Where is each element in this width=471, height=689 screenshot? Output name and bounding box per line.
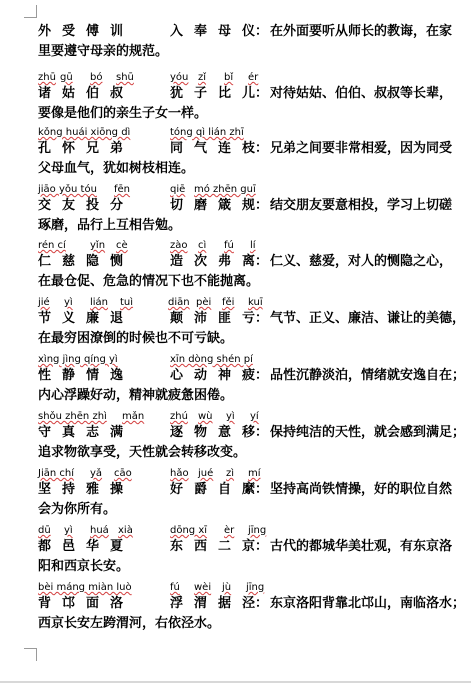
verse-explanation-continued: 琢磨，品行上互相告勉。 [38,218,182,233]
verse-explanation: 古代的都城华美壮观，有东京洛 [270,539,453,554]
pinyin-line [38,71,468,84]
verse-line [38,309,468,329]
verse-char: 磨 [194,198,208,213]
verse-explanation-continued: 阳和西京长安。 [38,559,130,574]
verse-char: 持 [62,482,76,497]
pinyin-line [38,126,468,139]
verse-char: 节 [38,311,52,326]
verse-char: 诸 [38,86,52,101]
verse-block [38,71,468,124]
pinyin-syllable: ér [248,72,259,83]
page-bottom-rule [0,681,471,683]
pinyin-syllable: jù [222,582,232,593]
pinyin-syllable: zhú [170,411,188,422]
verse-explanation: 品性沉静淡泊，情绪就安逸自在； [270,368,466,383]
pinyin-line [38,183,468,196]
margin-crop-mark-top [24,5,37,18]
pinyin-syllable: qiē [170,184,186,195]
verse-char: 孔 [38,141,52,156]
pinyin-syllable: gū [60,72,73,83]
verse-explanation-continued: 在最仓促、危急的情况下也不能抛离。 [38,274,260,289]
pinyin-syllable: fú [224,240,234,251]
verse-char: 都 [38,539,52,554]
pinyin-line [38,353,468,366]
verse-line [38,423,468,443]
verse-char: 真 [62,425,76,440]
verse-char: 好 [170,482,184,497]
verse-char: 离： [242,254,269,269]
verse-char: 雅 [86,482,100,497]
verse-line [38,139,468,159]
verse-char: 疲： [242,368,269,383]
verse-char: 伯 [86,86,100,101]
verse-char: 弗 [218,254,232,269]
verse-char: 训 [110,24,124,39]
verse-char: 性 [38,368,52,383]
verse-char: 恻 [110,254,124,269]
pinyin-syllable: yì [226,411,235,422]
pinyin-syllable: mǎn [122,411,145,422]
verse-char: 廉 [86,311,100,326]
verse-char: 夏 [110,539,124,554]
verse-char: 神 [218,368,232,383]
verse-explanation-continued: 西京长安左跨渭河，右依泾水。 [38,616,221,631]
verse-explanation: 在外面要听从师长的教诲，在家 [270,24,453,39]
verse-char: 切 [170,198,184,213]
pinyin-syllable: jié [38,297,50,308]
verse-line [38,84,468,104]
verse-char: 奉 [194,24,208,39]
verse-char: 母 [218,24,232,39]
pinyin-syllable: fú [170,582,180,593]
verse-char: 渭 [194,596,208,611]
verse-char: 兄 [86,141,100,156]
pinyin-syllable: tuì [120,297,134,308]
verse-block [38,581,468,634]
verse-line [38,537,468,557]
verse-char: 交 [38,198,52,213]
pinyin-syllable: yí [250,411,259,422]
pinyin-syllable: wèi [194,582,212,593]
verse-char: 京： [242,539,269,554]
verse-char: 志 [86,425,100,440]
verse-explanation-continued: 追求物欲享受，天性就会转移改变。 [38,445,247,460]
pinyin-syllable: zì [226,468,235,479]
verse-char: 坚 [38,482,52,497]
verse-char: 逸 [110,368,124,383]
verse-char: 规： [242,198,269,213]
verse-char: 慈 [62,254,76,269]
verse-char: 子 [194,86,208,101]
pinyin-syllable: zhū [38,72,56,83]
verse-explanation-continued: 要像是他们的亲生子女一样。 [38,106,208,121]
pinyin-syllable: rén cí [38,240,66,251]
verse-char: 隐 [86,254,100,269]
pinyin-syllable: tóng qì lián zhī [170,127,244,138]
verse-line [38,252,468,272]
margin-crop-mark-bottom [24,648,37,661]
verse-char: 面 [86,596,100,611]
verse-explanation: 对待姑姑、伯伯、叔叔等长辈， [270,86,453,101]
verse-char: 意 [218,425,232,440]
pinyin-syllable: hǎo [170,468,189,479]
verse-line [38,22,468,42]
verse-explanation-continued: 会为你所有。 [38,502,117,517]
pinyin-syllable: fěi [222,297,235,308]
verse-line [38,480,468,500]
pinyin-syllable: cāo [114,468,132,479]
verse-char: 守 [38,425,52,440]
pinyin-line [38,410,468,423]
verse-char: 縻： [242,482,269,497]
pinyin-syllable: yì [64,525,73,536]
verse-block [38,353,468,406]
verse-line [38,594,468,614]
verse-char: 叔 [110,86,124,101]
verse-char: 动 [194,368,208,383]
verse-explanation: 结交朋友要意相投，学习上切磋 [270,198,453,213]
verse-block [38,524,468,577]
verse-line [38,366,468,386]
verse-char: 移： [242,425,269,440]
verse-char: 外 [38,24,52,39]
verse-char: 同 [170,141,184,156]
pinyin-syllable: shǒu zhēn zhì [38,411,107,422]
verse-char: 义 [62,311,76,326]
verse-block [38,183,468,236]
pinyin-syllable: shū [116,72,134,83]
verse-block [38,296,468,349]
pinyin-syllable: kuī [248,297,263,308]
pinyin-syllable: jīng [246,582,265,593]
verse-char: 犹 [170,86,184,101]
verse-explanation: 东京洛阳背靠北邙山，南临洛水； [270,596,466,611]
verse-char: 爵 [194,482,208,497]
verse-char: 仪： [242,24,269,39]
verse-block [38,410,468,463]
verse-char: 连 [218,141,232,156]
verse-char: 怀 [62,141,76,156]
pinyin-syllable: cè [116,240,128,251]
verse-char: 自 [218,482,232,497]
pinyin-syllable: jiāo yǒu tóu [38,184,97,195]
pinyin-syllable: kǒng huái xiōng dì [38,127,131,138]
verse-char: 傅 [86,24,100,39]
pinyin-line [38,239,468,252]
verse-explanation-continued: 父母血气，犹如树枝相连。 [38,161,195,176]
verse-char: 邑 [62,539,76,554]
verse-char: 退 [110,311,124,326]
verse-explanation: 兄弟之间要非常相爱，因为同受 [270,141,453,156]
verse-char: 泾： [242,596,269,611]
pinyin-syllable: wù [198,411,213,422]
pinyin-syllable: jīng [248,525,267,536]
pinyin-line [38,524,468,537]
verse-char: 箴 [218,198,232,213]
verse-char: 二 [218,539,232,554]
pinyin-syllable: jué [198,468,214,479]
verse-char: 仁 [38,254,52,269]
verse-block [38,126,468,179]
verse-char: 浮 [170,596,184,611]
pinyin-syllable: zǐ [198,72,207,83]
verse-explanation: 气节、正义、廉洁、谦让的美德， [270,311,466,326]
pinyin-syllable: huá [90,525,109,536]
pinyin-syllable: èr [224,525,235,536]
verse-block [38,239,468,292]
verse-char: 枝： [242,141,269,156]
verse-explanation-continued: 内心浮躁好动，精神就疲惫困倦。 [38,388,234,403]
pinyin-syllable: mó zhēn guī [194,184,256,195]
pinyin-line [38,581,468,594]
pinyin-syllable: xìng jìng qíng yì [38,354,118,365]
pinyin-line [38,467,468,480]
verse-char: 友 [62,198,76,213]
verse-explanation-continued: 里要遵守母亲的规范。 [38,44,169,59]
pinyin-syllable: yǎ [90,468,103,479]
pinyin-syllable: xià [118,525,133,536]
verse-char: 情 [86,368,100,383]
verse-explanation: 仁义、慈爱，对人的恻隐之心， [270,254,453,269]
verse-char: 静 [62,368,76,383]
verse-char: 分 [110,198,124,213]
verse-explanation: 坚持高尚铁情操，好的职位自然 [270,482,453,497]
pinyin-syllable: yóu [170,72,189,83]
verse-char: 亏： [242,311,269,326]
verse-char: 逐 [170,425,184,440]
pinyin-line [38,296,468,309]
pinyin-syllable: Jiān chí [38,468,74,479]
verse-char: 西 [194,539,208,554]
verse-explanation-continued: 在最穷困潦倒的时候也不可亏缺。 [38,331,234,346]
verse-char: 匪 [218,311,232,326]
verse-char: 物 [194,425,208,440]
pinyin-syllable: yǐn [90,240,106,251]
verse-char: 满 [110,425,124,440]
verse-char: 入 [170,24,184,39]
pinyin-syllable: xīn dòng shén pí [170,354,253,365]
pinyin-syllable: diān [168,297,190,308]
pinyin-syllable: mí [248,468,261,479]
verse-char: 弟 [110,141,124,156]
pinyin-syllable: lián [90,297,109,308]
verse-char: 背 [38,596,52,611]
pinyin-syllable: yì [64,297,73,308]
pinyin-syllable: dōng xī [170,525,208,536]
verse-char: 姑 [62,86,76,101]
verse-line [38,196,468,216]
verse-block [38,467,468,520]
pinyin-syllable: lí [250,240,256,251]
verse-char: 儿： [242,86,269,101]
verse-char: 邙 [62,596,76,611]
verse-intro [38,22,468,62]
pinyin-syllable: bèi máng miàn luò [38,582,132,593]
pinyin-syllable: zào [170,240,188,251]
pinyin-syllable: cì [198,240,207,251]
verse-char: 操 [110,482,124,497]
verse-char: 受 [62,24,76,39]
verse-char: 东 [170,539,184,554]
verse-char: 次 [194,254,208,269]
verse-char: 据 [218,596,232,611]
verse-char: 心 [170,368,184,383]
pinyin-syllable: bǐ [224,72,234,83]
pinyin-syllable: bó [90,72,103,83]
verse-char: 比 [218,86,232,101]
verse-char: 气 [194,141,208,156]
verse-explanation: 保持纯洁的天性，就会感到满足； [270,425,466,440]
verse-char: 沛 [194,311,208,326]
verse-char: 投 [86,198,100,213]
pinyin-syllable: pèi [196,297,212,308]
verse-char: 华 [86,539,100,554]
pinyin-syllable: dū [38,525,51,536]
verse-char: 洛 [110,596,124,611]
pinyin-syllable: fēn [114,184,131,195]
verse-char: 造 [170,254,184,269]
verse-char: 颠 [170,311,184,326]
